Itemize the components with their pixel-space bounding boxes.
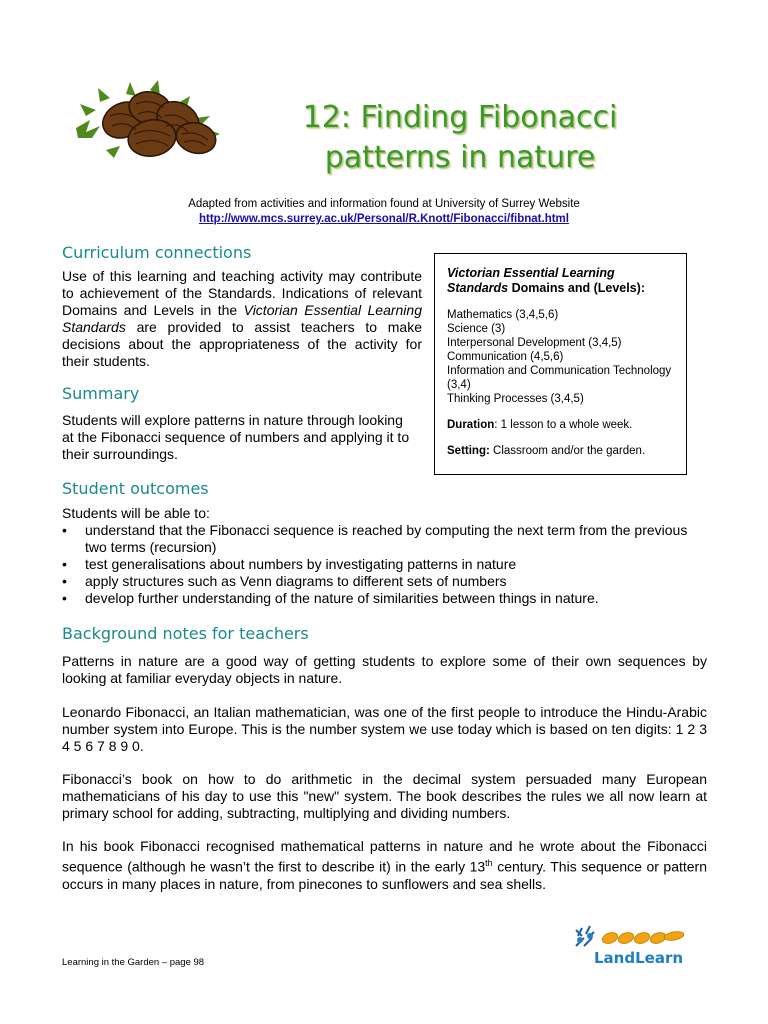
landlearn-logo-text: LandLearn [594,949,684,967]
superscript-th: th [485,858,493,868]
duration-value: : 1 lesson to a whole week. [494,419,633,431]
setting-value: Classroom and/or the garden. [489,445,646,457]
domain-item: Mathematics (3,4,5,6) [447,309,559,321]
background-paragraph-3: Fibonacci’s book on how to do arithmetic in the decimal system persuaded many European mathematicians of his day to use this "new" system. The book describes the rules we all now learn at primary school for adding, subtracting, multiplying and dividing numbers. [62,771,707,821]
domain-item: Thinking Processes (3,4,5) [447,393,584,405]
duration-label: Duration [447,419,495,431]
background-paragraph-4-end: century. This sequence or pattern occurs in many places in nature, from pinecones to sunflowers and sea shells. [62,858,708,892]
background-paragraph-4-start: In his book Fibonacci recognised mathematical patterns in nature and he wrote about the Fibonacci sequence (although he wasn’t the first to describe it) in the early 13 [62,838,707,875]
title-line-1: 12: Finding Fibonacci [302,100,618,135]
outcomes-intro: Students will be able to: [62,505,210,521]
curriculum-text-italic: Victorian Essential Learning Standards [62,302,422,335]
list-item [62,556,702,573]
list-item-text: apply structures such as Venn diagrams to different sets of numbers [85,573,507,589]
summary-text: Students will explore patterns in nature through looking at the Fibonacci sequence of numbers and applying it to their surroundings. [62,412,410,462]
standards-box-title-rest: Domains and (Levels): [508,281,645,295]
domain-item: Communication (4,5,6) [447,351,564,363]
curriculum-text-end: are provided to assist teachers to make decisions about the appropriateness of the activity for their students. [62,319,422,369]
attribution [100,197,668,227]
standards-box [434,253,687,475]
outcomes-section [62,505,702,607]
background-heading: Background notes for teachers [62,624,309,643]
list-item [62,522,702,556]
bullet-icon: • [62,556,67,572]
list-item-text: develop further understanding of the nature of similarities between things in nature. [85,590,599,606]
bullet-icon: • [62,590,67,606]
background-paragraph-1: Patterns in nature are a good way of getting students to explore some of their own sequences by looking at familiar everyday objects in nature. [62,653,707,686]
setting-label: Setting: [447,445,490,457]
standards-box-title-italic: Victorian Essential Learning Standards [447,266,615,295]
page-title [230,98,690,178]
background-paragraph-2: Leonardo Fibonacci, an Italian mathematician, was one of the first people to introduce the Hindu-Arabic number system into Europe. This is the number system we use today which is based on ten digits: 1 2 3 4 5 6 7 8 9 0. [62,704,707,754]
domain-item: Science (3) [447,323,506,335]
domain-item: Information and Communication Technology (3,4) [447,365,672,391]
bullet-icon: • [62,522,67,538]
duration [447,418,676,432]
list-item [62,590,702,607]
curriculum-heading: Curriculum connections [62,243,252,262]
outcomes-list [62,522,702,607]
domain-item: Interpersonal Development (3,4,5) [447,337,622,349]
outcomes-heading: Student outcomes [62,479,209,498]
curriculum-text-start: Use of this learning and teaching activity may contribute to achievement of the Standards. Indications of relevant Domains and Levels in the [62,268,422,318]
pinecones-illustration [70,76,230,168]
source-link[interactable]: http://www.mcs.surrey.ac.uk/Personal/R.Knott/Fibonacci/fibnat.html [199,213,569,225]
setting [447,444,676,458]
bullet-icon: • [62,573,67,589]
list-item-text: test generalisations about numbers by investigating patterns in nature [85,556,517,572]
curriculum-text [62,268,422,370]
title-line-2: patterns in nature [324,140,596,175]
background-paragraph-4 [62,838,707,893]
attribution-text: Adapted from activities and information found at University of Surrey Website [188,198,580,210]
page-footer: Learning in the Garden – page 98 [62,957,205,968]
summary-heading: Summary [62,384,140,403]
standards-box-title [447,266,676,296]
list-item [62,573,702,590]
list-item-text: understand that the Fibonacci sequence is reached by computing the next term from the previous two terms (recursion) [85,522,688,555]
